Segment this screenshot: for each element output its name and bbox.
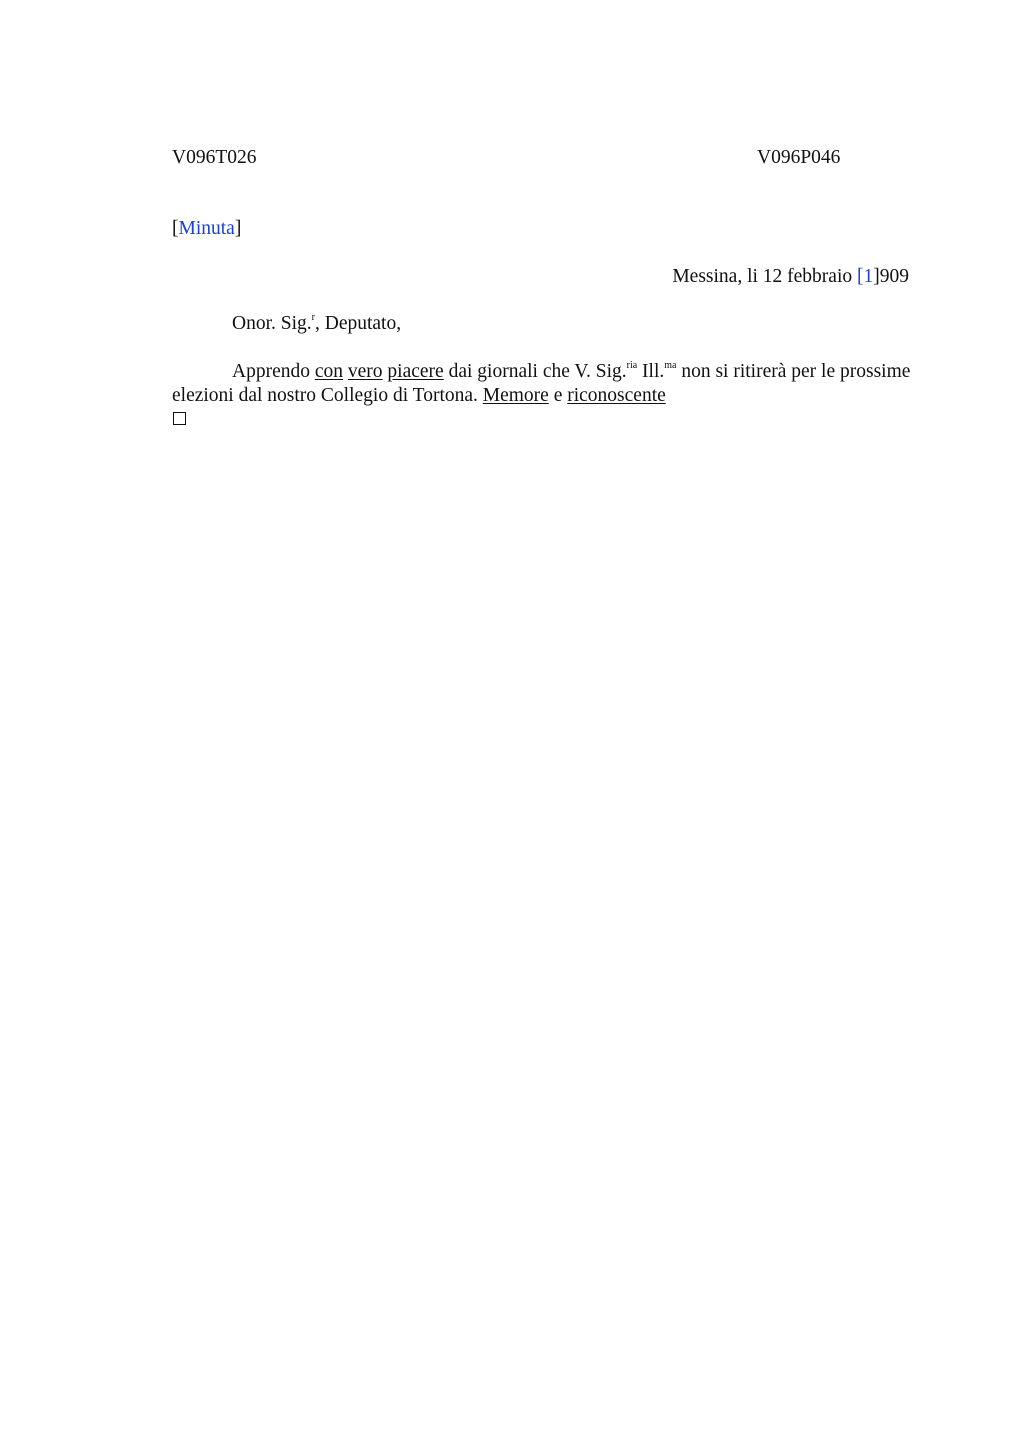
salutation-text-1: Onor. Sig. <box>232 313 312 334</box>
letter-body <box>172 360 912 408</box>
body-text: non si ritirerà per le prossime elezioni dal nostro Collegio di Tortona. <box>172 361 911 406</box>
body-text: dai giornali che V. Sig. <box>443 361 627 382</box>
minuta-open-bracket: [ <box>172 218 179 239</box>
underlined-word: con <box>314 361 344 382</box>
body-text: Ill. <box>637 361 665 382</box>
document-code-right: V096P046 <box>757 147 841 168</box>
dateline-open-bracket: [ <box>857 266 864 287</box>
dateline-digit-link[interactable]: 1 <box>863 266 874 287</box>
underlined-word: riconoscente <box>567 385 666 406</box>
minuta-label <box>172 217 241 241</box>
empty-box-icon <box>173 412 186 425</box>
body-text: e <box>548 385 568 406</box>
body-word: Apprendo <box>232 361 315 382</box>
superscript: ma <box>664 359 677 371</box>
underlined-word: vero <box>347 361 383 382</box>
salutation <box>232 312 401 336</box>
minuta-link[interactable]: Minuta <box>178 218 235 239</box>
salutation-text-2: , Deputato, <box>314 313 402 334</box>
document-code-left: V096T026 <box>172 147 257 168</box>
dateline-prefix: Messina, li 12 febbraio <box>672 266 857 287</box>
underlined-word: Memore <box>482 385 549 406</box>
salutation-superscript: r <box>311 311 315 323</box>
dateline-suffix: 909 <box>879 266 909 287</box>
dateline <box>672 265 909 289</box>
dateline-close-bracket: ] <box>873 266 880 287</box>
underlined-word: piacere <box>387 361 444 382</box>
superscript: ria <box>626 359 638 371</box>
minuta-close-bracket: ] <box>234 218 242 239</box>
